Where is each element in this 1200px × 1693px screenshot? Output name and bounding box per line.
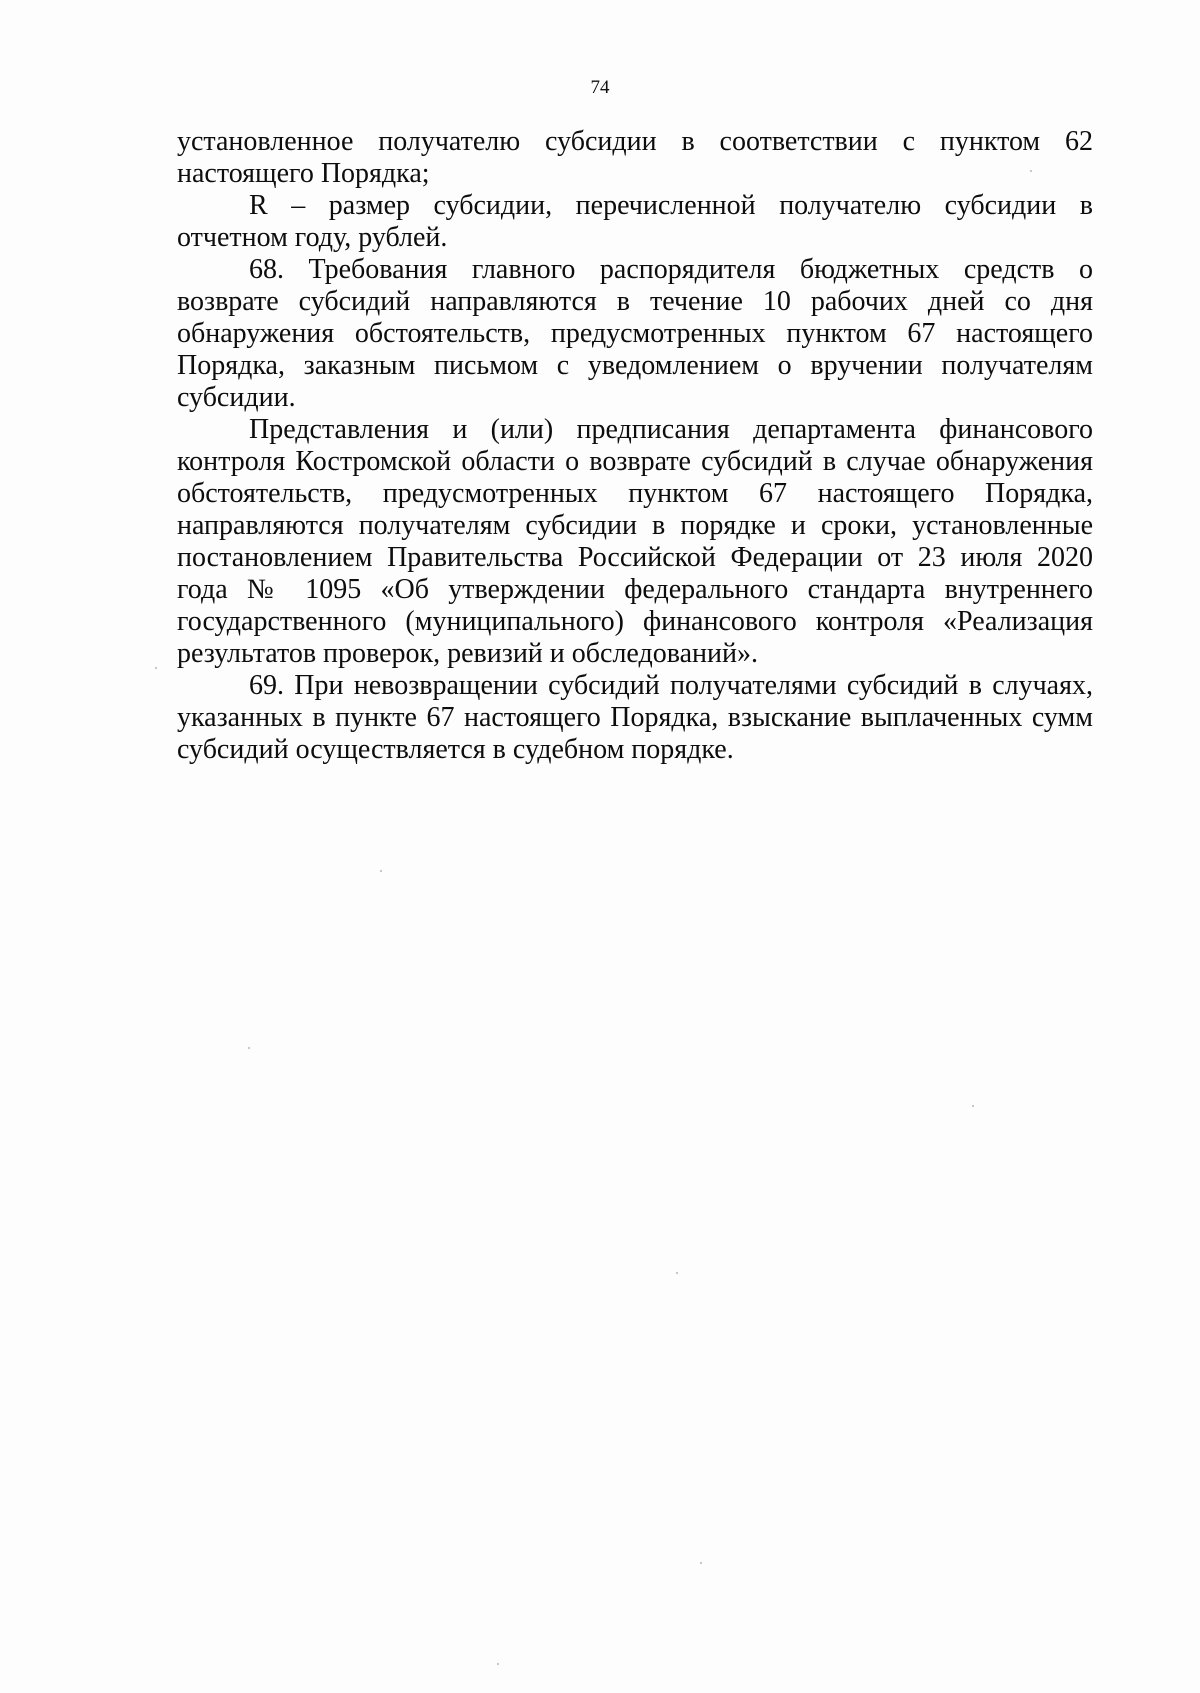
- paragraph-69: 69. При невозвращении субсидий получателями субсидий в случаях, указанных в пункте 67 настоящего Порядка, взыскание выплаченных сумм субсидий осуществляется в судебном порядке.: [177, 670, 1093, 765]
- scan-speck: [155, 667, 157, 669]
- scan-speck: [248, 1047, 250, 1049]
- scan-speck: [700, 1562, 702, 1564]
- document-body: [177, 126, 1093, 766]
- scan-speck: [497, 1663, 499, 1665]
- paragraph-continuation: установленное получателю субсидии в соответствии с пунктом 62 настоящего Порядка;: [177, 126, 1093, 189]
- scan-speck: [1030, 170, 1032, 172]
- paragraph-68: 68. Требования главного распорядителя бюджетных средств о возврате субсидий направляются в течение 10 рабочих дней со дня обнаружения обстоятельств, предусмотренных пунктом 67 настоящего Порядка, заказным письмом с уведомлением о вручении получателям субсидии.: [177, 254, 1093, 413]
- scan-speck: [380, 870, 382, 872]
- scan-speck: [972, 1105, 974, 1107]
- scan-speck: [676, 1272, 678, 1274]
- paragraph-representations: Представления и (или) предписания департамента финансового контроля Костромской области о возврате субсидий в случае обнаружения обстоятельств, предусмотренных пунктом 67 настоящего Порядка, направляются получателям субсидии в порядке и сроки, установленные постановлением Правительства Российской Федерации от 23 июля 2020 года № 1095 «Об утверждении федерального стандарта внутреннего государственного (муниципального) финансового контроля «Реализация результатов проверок, ревизий и обследований».: [177, 414, 1093, 669]
- page-number: 74: [590, 77, 610, 98]
- paragraph-r-definition: R – размер субсидии, перечисленной получателю субсидии в отчетном году, рублей.: [177, 190, 1093, 253]
